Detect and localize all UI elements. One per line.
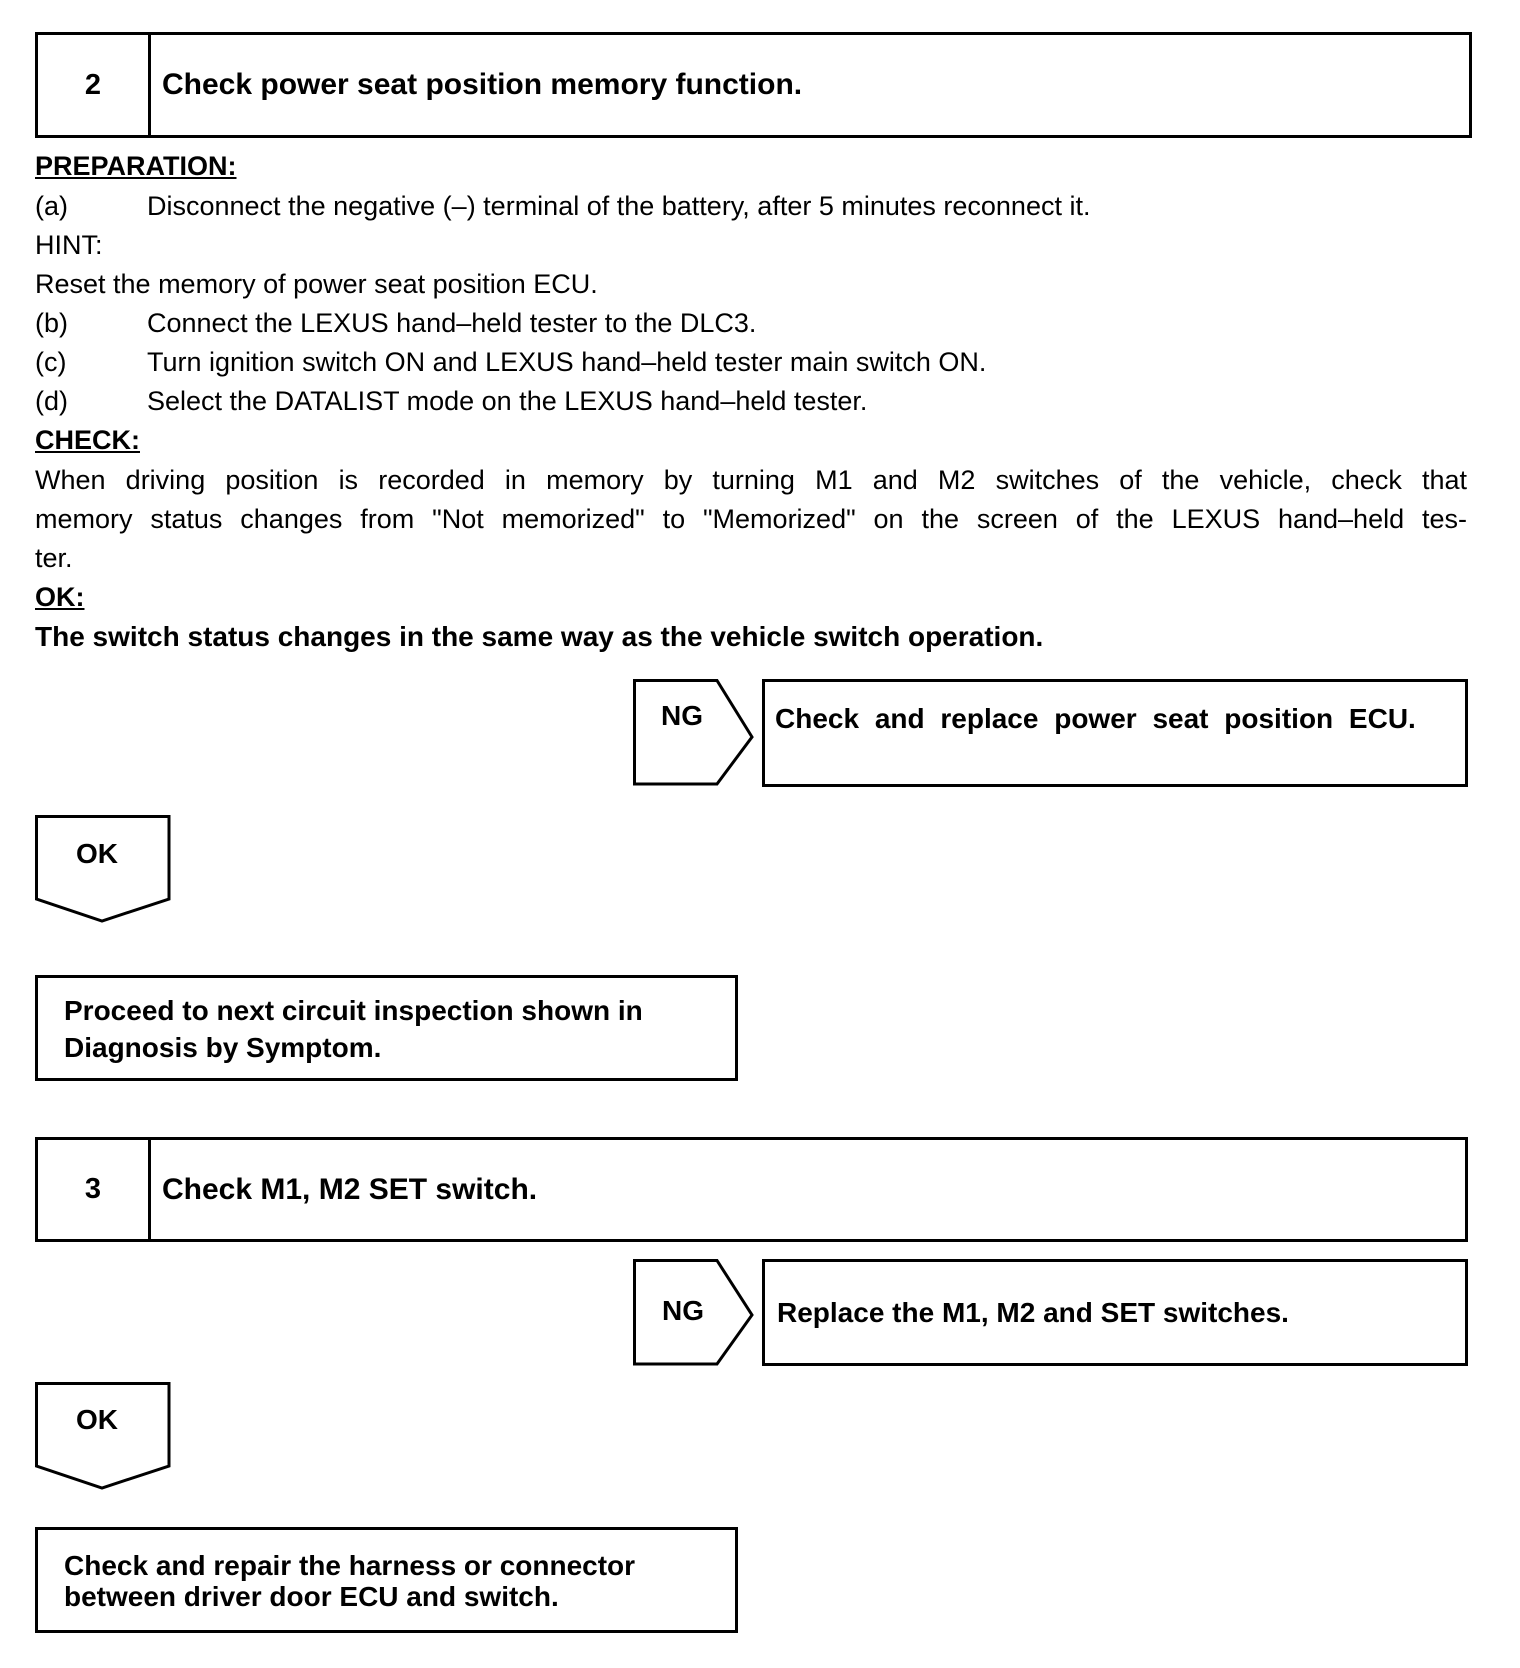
ok-result-box <box>35 1527 738 1633</box>
ng-result-box <box>762 1259 1468 1366</box>
step-number: 2 <box>38 35 151 135</box>
step-2-header <box>35 32 1472 138</box>
ok-result-line: Check and repair the harness or connector <box>64 1550 636 1581</box>
ok-result-line: Diagnosis by Symptom. <box>64 1032 382 1063</box>
ng-result-box <box>762 679 1468 787</box>
ok-result-box <box>35 975 738 1081</box>
ok-result-line: between driver door ECU and switch. <box>64 1581 559 1612</box>
ok-arrow-shape <box>35 815 172 925</box>
check-line-3: ter. <box>35 543 73 573</box>
prep-step-d <box>35 385 868 417</box>
ng-result-text: Replace the M1, M2 and SET switches. <box>777 1297 1289 1328</box>
ok-result-line: Proceed to next circuit inspection shown in <box>64 995 643 1026</box>
step-label: (d) <box>35 386 68 416</box>
step-text: Disconnect the negative (–) terminal of the battery, after 5 minutes reconnect it. <box>147 191 1091 221</box>
prep-step-c <box>35 346 987 378</box>
step-label: (b) <box>35 308 68 338</box>
step-text: Select the DATALIST mode on the LEXUS hand–held tester. <box>147 386 868 416</box>
step-title: Check M1, M2 SET switch. <box>162 1172 538 1206</box>
ok-criteria: The switch status changes in the same way as the vehicle switch operation. <box>35 621 1044 652</box>
ok-label: OK <box>76 838 118 869</box>
prep-step-b <box>35 307 757 339</box>
ng-label: NG <box>662 1295 704 1326</box>
step-label: (a) <box>35 191 68 221</box>
ok-heading: OK: <box>35 582 85 612</box>
step-number: 3 <box>38 1140 151 1239</box>
step-text: Connect the LEXUS hand–held tester to the DLC3. <box>147 308 757 338</box>
prep-step-a <box>35 190 1091 222</box>
check-heading: CHECK: <box>35 425 140 455</box>
step-3-header <box>35 1137 1468 1242</box>
check-line-2: memory status changes from "Not memorized" to "Memorized" on the screen of the LEXUS hand–held tes- <box>35 504 1467 534</box>
step-label: (c) <box>35 347 67 377</box>
step-text: Turn ignition switch ON and LEXUS hand–held tester main switch ON. <box>147 347 987 377</box>
hint-heading: HINT: <box>35 230 103 260</box>
step-title: Check power seat position memory function. <box>162 68 803 101</box>
hint-text: Reset the memory of power seat position ECU. <box>35 269 598 299</box>
ng-label: NG <box>661 700 703 731</box>
ok-label: OK <box>76 1404 118 1435</box>
check-line-1: When driving position is recorded in memory by turning M1 and M2 switches of the vehicle, check that <box>35 465 1467 495</box>
ng-arrow-shape <box>633 679 758 787</box>
ng-result-text: Check and replace power seat position ECU. <box>775 703 1416 734</box>
ok-arrow-shape <box>35 1382 172 1492</box>
preparation-heading: PREPARATION: <box>35 151 237 181</box>
